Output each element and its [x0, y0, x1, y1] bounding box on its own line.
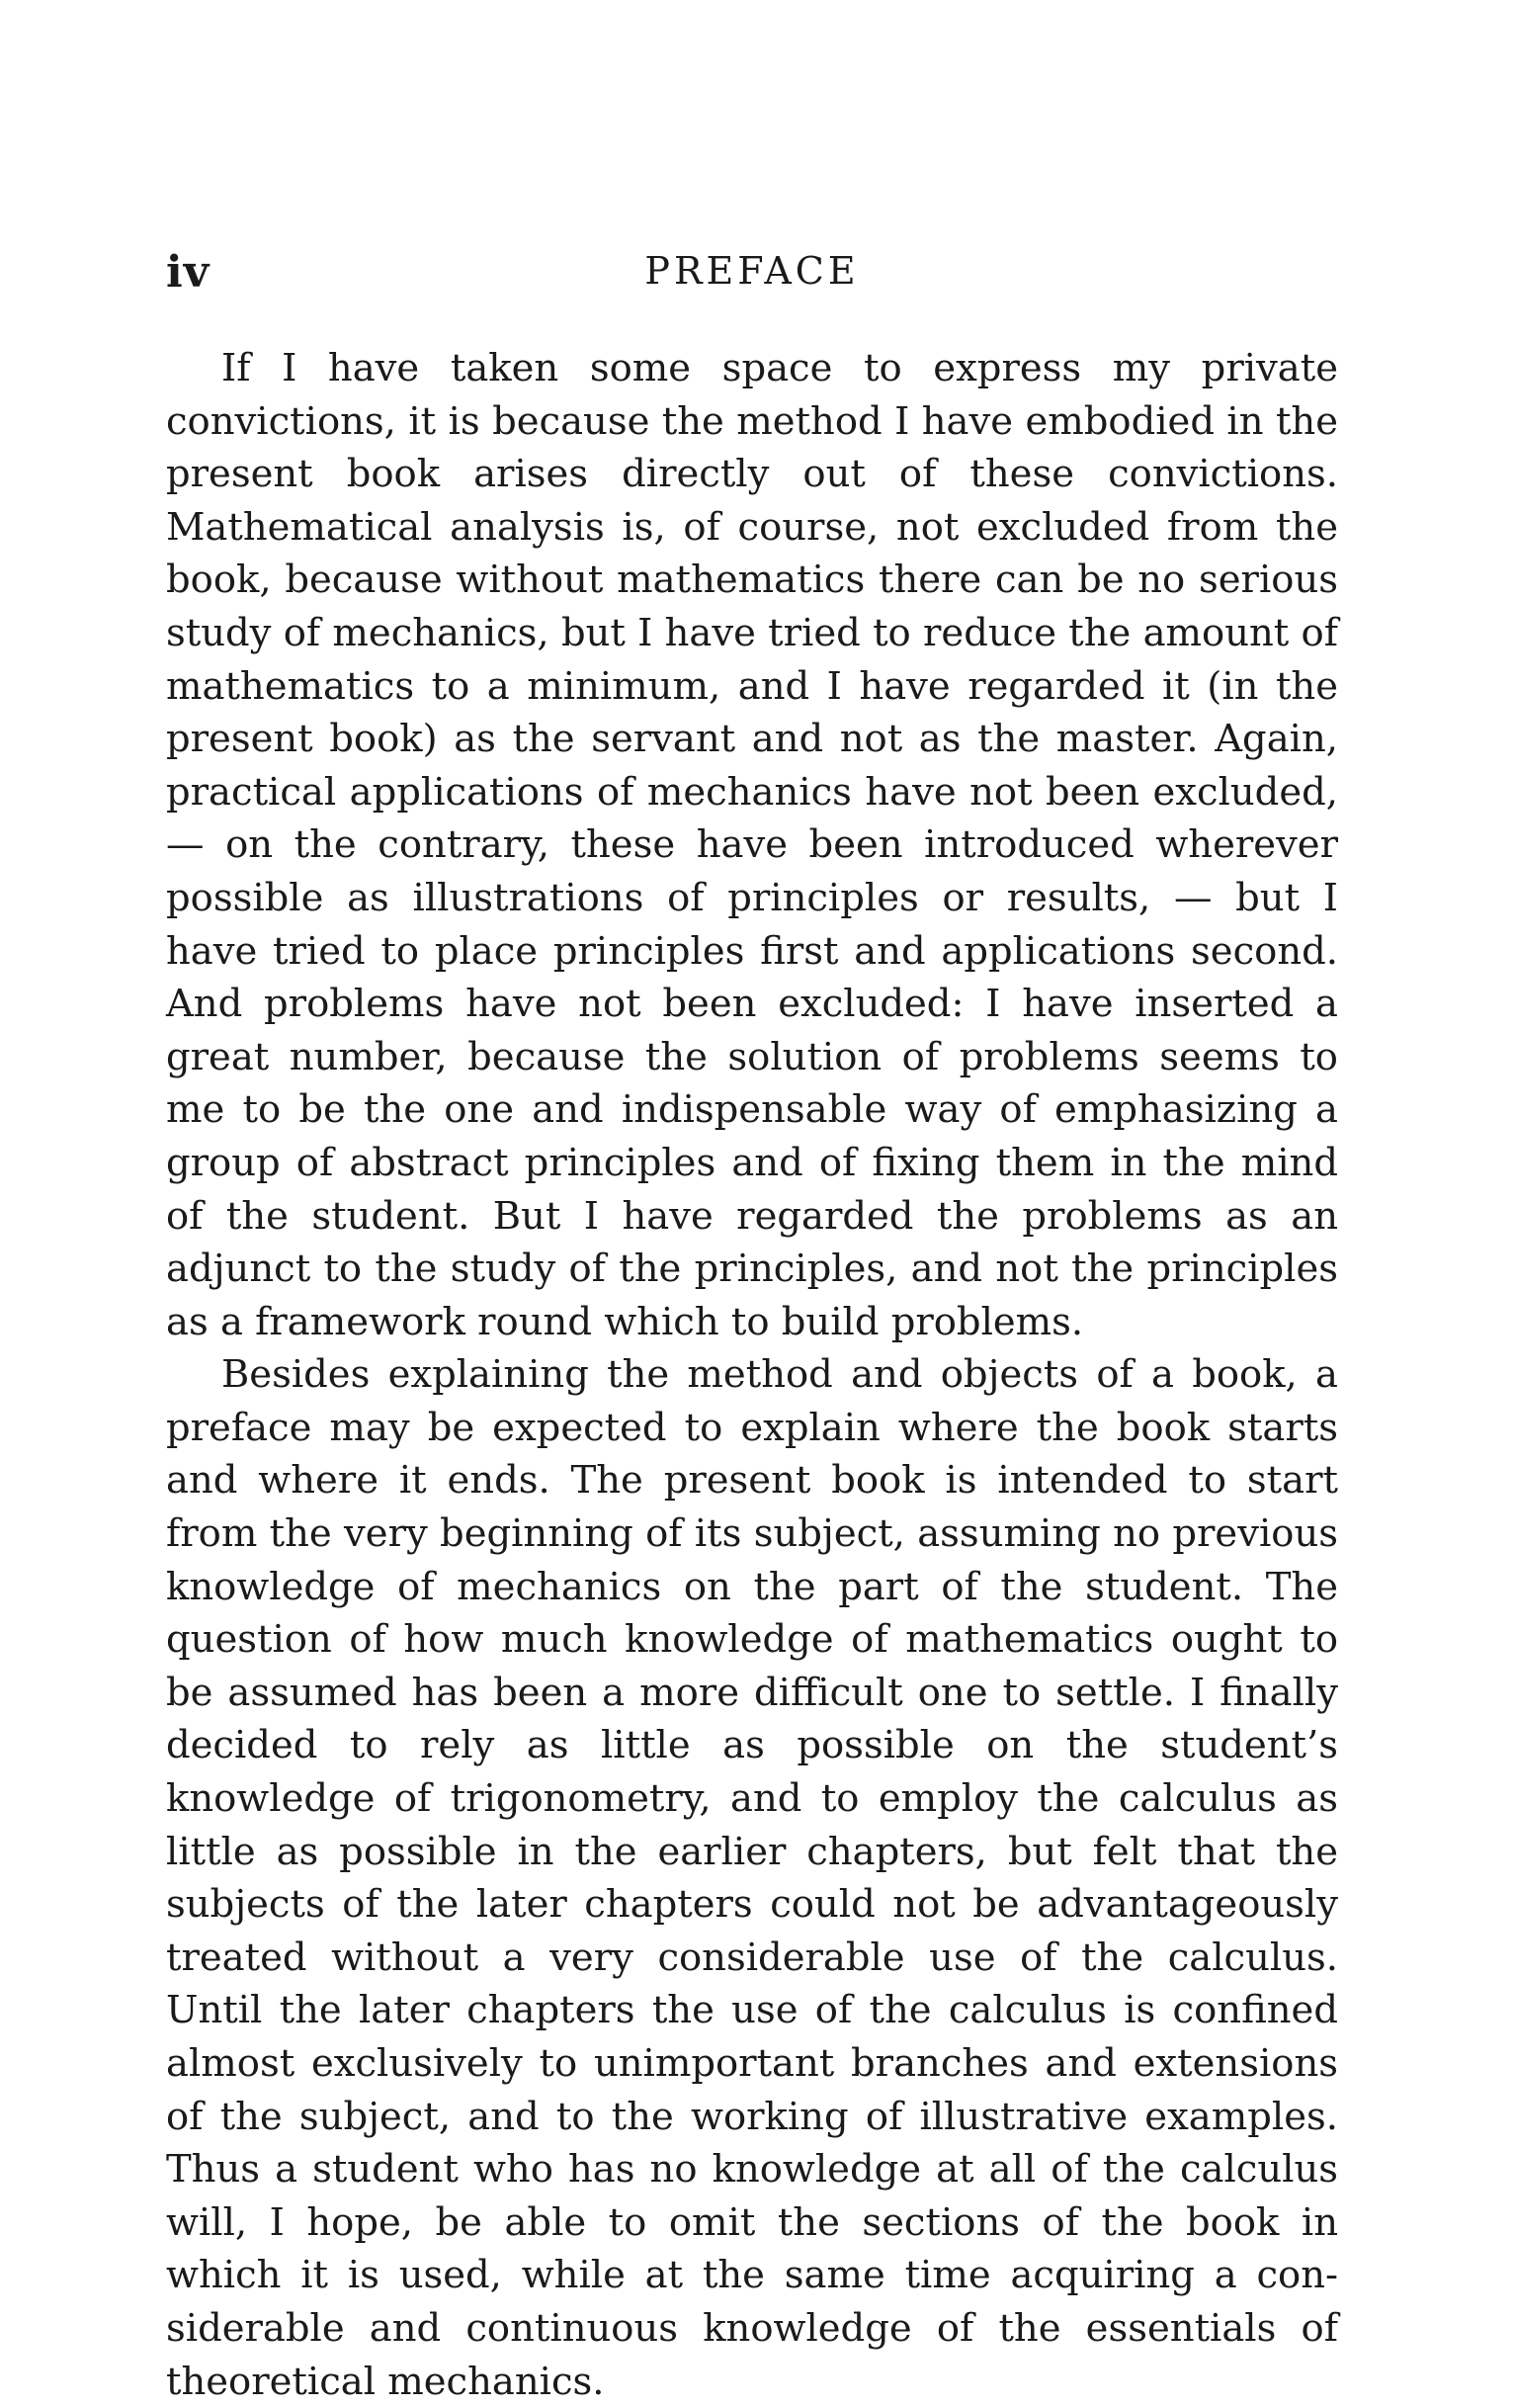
paragraph-2: Besides explaining the method and objects of a book, a preface may be expected to explain where the book starts and where it ends. The present book is intended to start from the very beginning of its subject, assuming no previous knowledge of mechanics on the part of the student. The question of how much knowledge of mathematics ought to be assumed has been a more difficult one to settle. I finally decided to rely as little as possible on the student’s knowledge of trigonometry, and to employ the calculus as little as possible in the earlier chapters, but felt that the subjects of the later chapters could not be advantageously treated without a very considerable use of the calculus. Until the later chapters the use of the calculus is confined almost exclusively to unimportant branches and extensions of the subject, and to the working of illustrative examples. Thus a student who has no knowledge at all of the calculus will, I hope, be able to omit the sections of the book in which it is used, while at the same time acquiring a considerable and continuous knowledge of the essentials of theoretical mechanics. [166, 1352, 1338, 2404]
page-number: iv [166, 247, 210, 298]
book-page [166, 247, 1338, 2408]
paragraph-1: If I have taken some space to express my private convictions, it is because the method I have embodied in the present book arises directly out of these convictions. Mathematical analysis is, of course, not excluded from the book, because without mathematics there can be no serious study of mechanics, but I have tried to reduce the amount of mathematics to a minimum, and I have regarded it (in the present book) as the servant and not as the master. Again, practical applications of mechanics have not been excluded, — on the contrary, these have been introduced wherever possible as illustrations of principles or results, — but I have tried to place principles first and applications second. And problems have not been excluded: I have inserted a great number, because the solution of problems seems to me to be the one and indispensable way of emphasizing a group of abstract principles and of fixing them in the mind of the student. But I have regarded the problems as an adjunct to the study of the principles, and not the principles as a framework round which to build problems. [166, 346, 1338, 1344]
page-header [166, 247, 1338, 306]
running-title: PREFACE [644, 249, 860, 293]
